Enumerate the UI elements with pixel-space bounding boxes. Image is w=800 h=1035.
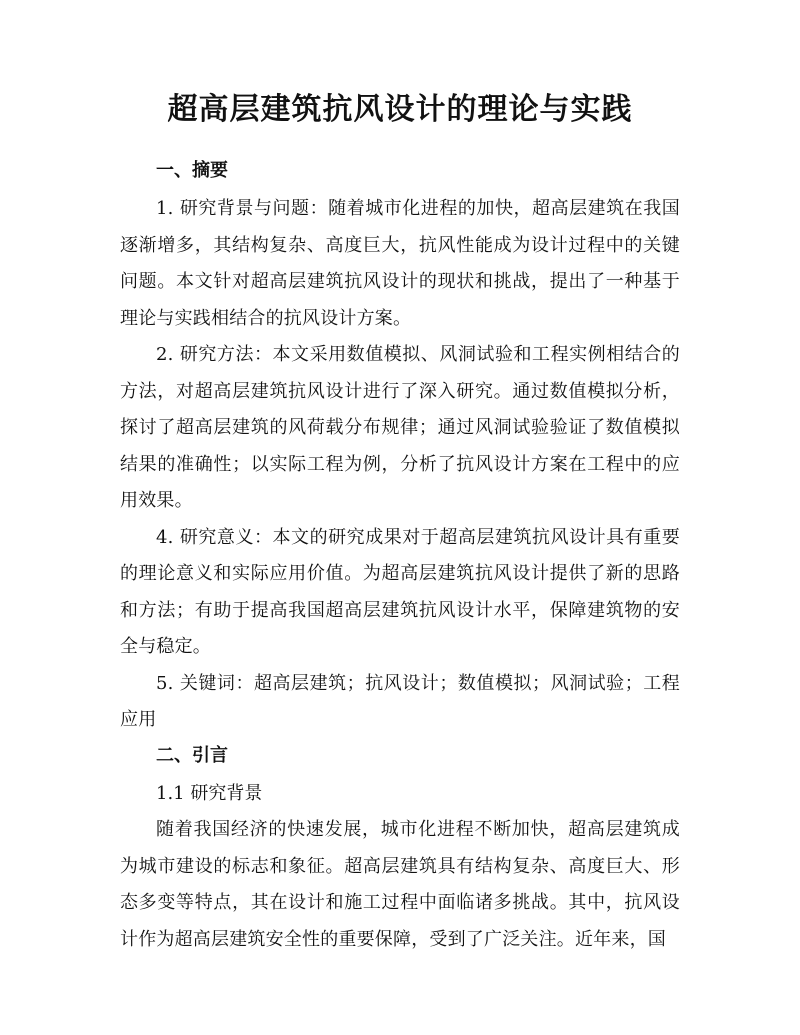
abstract-paragraph-keywords: 5. 关键词：超高层建筑；抗风设计；数值模拟；风洞试验；工程应用 — [120, 672, 680, 730]
section-heading-abstract: 一、摘要 — [156, 160, 228, 181]
abstract-paragraph-method: 2. 研究方法：本文采用数值模拟、风洞试验和工程实例相结合的方法，对超高层建筑抗风设计进行了深入研究。通过数值模拟分析，探讨了超高层建筑的风荷载分布规律；通过风洞试验验证了数值模拟结果的准确性；以实际工程为例，分析了抗风设计方案在工程中的应用效果。 — [120, 344, 680, 511]
document-title: 超高层建筑抗风设计的理论与实践 — [167, 92, 633, 127]
abstract-paragraph-background: 1. 研究背景与问题：随着城市化进程的加快，超高层建筑在我国逐渐增多，其结构复杂、高度巨大，抗风性能成为设计过程中的关键问题。本文针对超高层建筑抗风设计的现状和挑战，提出了一种基于理论与实践相结合的抗风设计方案。 — [120, 198, 680, 329]
section-heading-introduction: 二、引言 — [156, 744, 228, 766]
introduction-paragraph: 随着我国经济的快速发展，城市化进程不断加快，超高层建筑成为城市建设的标志和象征。超高层建筑具有结构复杂、高度巨大、形态多变等特点，其在设计和施工过程中面临诸多挑战。其中，抗风设计作为超高层建筑安全性的重要保障，受到了广泛关注。近年来，国 — [120, 819, 680, 950]
subsection-heading-background: 1.1 研究背景 — [156, 782, 263, 804]
abstract-paragraph-significance: 4. 研究意义：本文的研究成果对于超高层建筑抗风设计具有重要的理论意义和实际应用价值。为超高层建筑抗风设计提供了新的思路和方法；有助于提高我国超高层建筑抗风设计水平，保障建筑物的安全与稳定。 — [120, 526, 680, 657]
